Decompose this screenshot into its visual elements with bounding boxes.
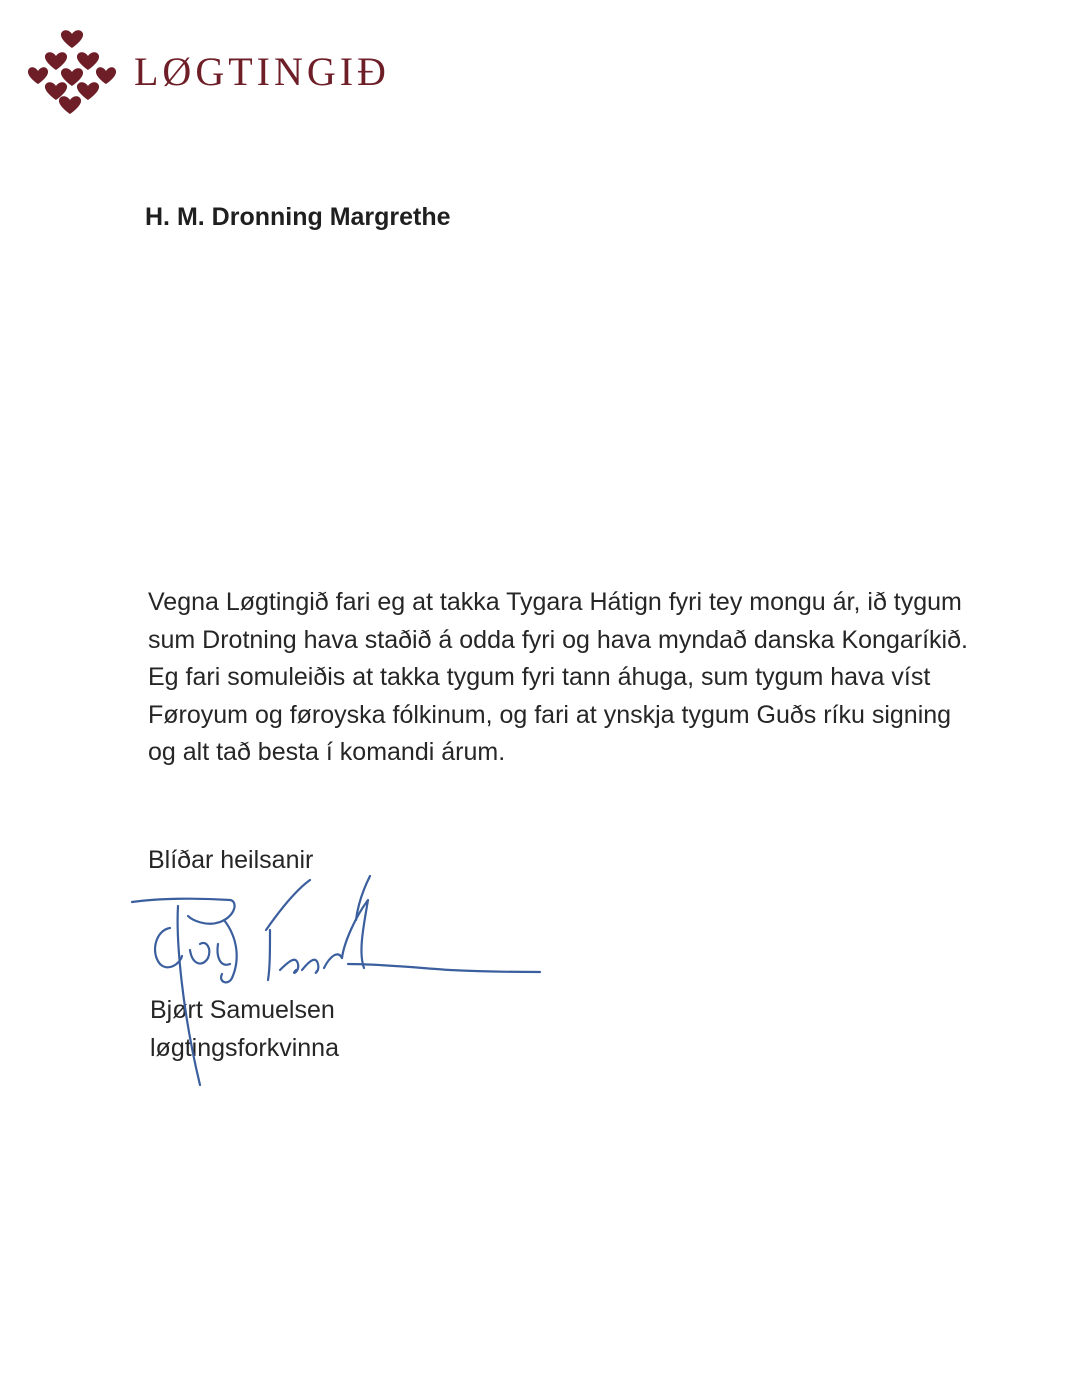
letter-body (148, 584, 1038, 772)
handwritten-signature (120, 860, 560, 1100)
signer-name: Bjørt Samuelsen (150, 996, 335, 1024)
body-line: Vegna Løgtingið fari eg at takka Tygara Hátign fyri tey mongu ár, ið tygum (148, 588, 962, 616)
logo-text: LØGTINGIÐ (134, 49, 390, 94)
body-line: Føroyum og føroyska fólkinum, og fari at ynskja tygum Guðs ríku signing (148, 700, 952, 729)
closing-greeting: Blíðar heilsanir (148, 846, 314, 874)
body-line: og alt tað besta í komandi árum. (148, 738, 506, 766)
logo (24, 26, 390, 118)
signer-title: løgtingsforkvinna (150, 1034, 339, 1062)
hearts-logo-icon (24, 26, 120, 118)
recipient-heading: H. M. Dronning Margrethe (145, 203, 451, 231)
body-line: Eg fari somuleiðis at takka tygum fyri tann áhuga, sum tygum hava víst (148, 663, 931, 691)
body-line: sum Drotning hava staðið á odda fyri og hava myndað danska Kongaríkið. (148, 625, 968, 654)
